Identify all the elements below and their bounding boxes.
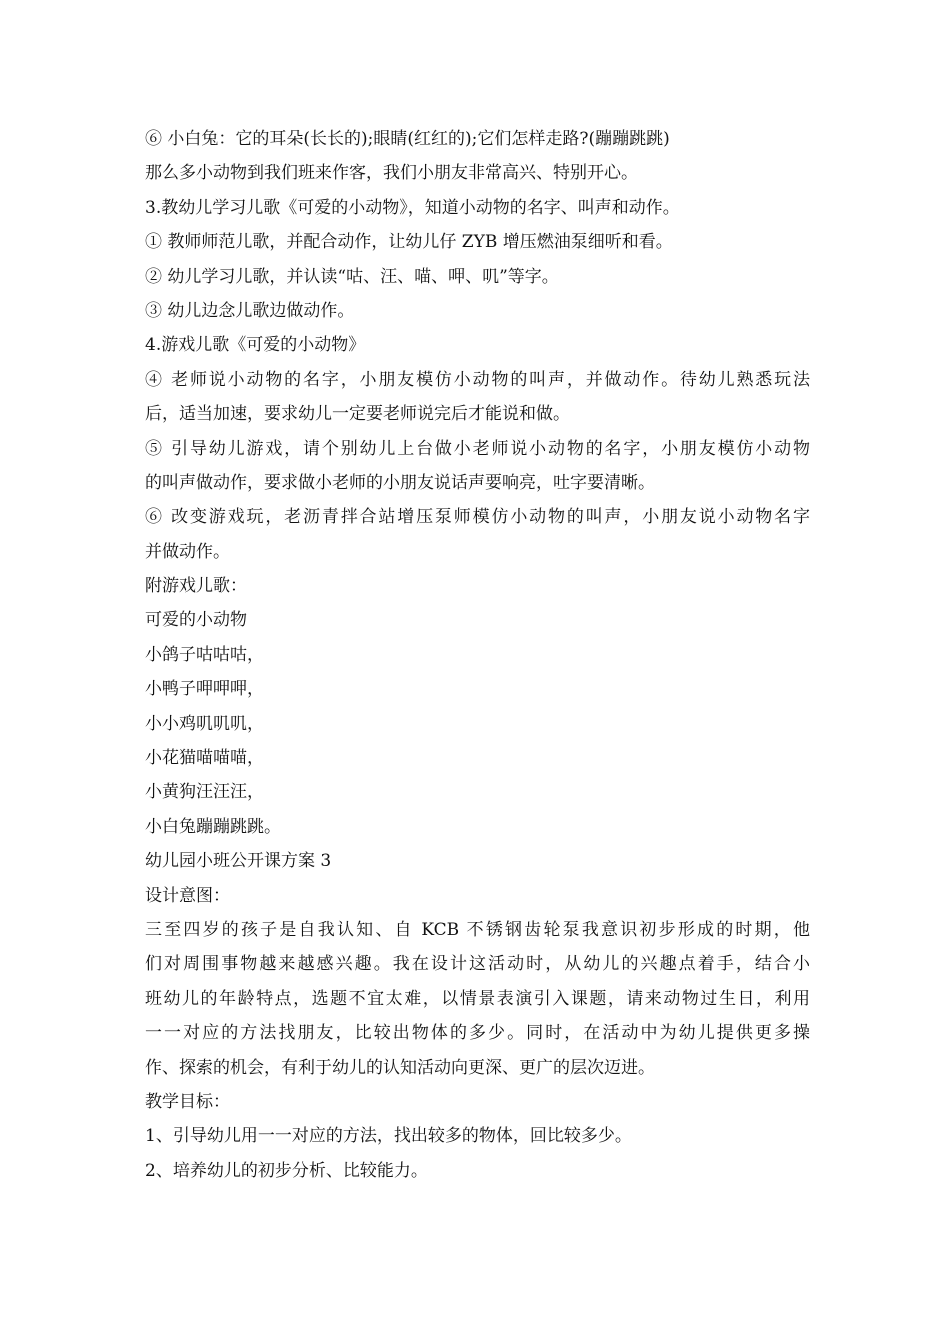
text-line: 3.教幼儿学习儿歌《可爱的小动物》，知道小动物的名字、叫声和动作。: [145, 197, 680, 218]
text-line: 1、引导幼儿用一一对应的方法，找出较多的物体，回比较多少。: [145, 1126, 632, 1147]
text-line: 班幼儿的年龄特点，选题不宜太难，以情景表演引入课题，请来动物过生日，利用: [145, 988, 810, 1009]
text-line: 教学目标：: [145, 1091, 230, 1112]
text-line: 后，适当加速，要求幼儿一定要老师说完后才能说和做。: [145, 404, 570, 425]
document-body: [145, 122, 810, 1188]
text-line: 2、培养幼儿的初步分析、比较能力。: [145, 1160, 428, 1181]
text-line: 并做动作。: [145, 541, 230, 562]
text-line: 一一对应的方法找朋友，比较出物体的多少。同时，在活动中为幼儿提供更多操: [145, 1023, 810, 1044]
text-line: 的叫声做动作，要求做小老师的小朋友说话声要响亮，吐字要清晰。: [145, 472, 655, 493]
text-line: 可爱的小动物: [145, 610, 247, 631]
text-line: 4.游戏儿歌《可爱的小动物》: [145, 335, 366, 356]
text-line: ④ 老师说小动物的名字，小朋友模仿小动物的叫声，并做动作。待幼儿熟悉玩法: [145, 369, 810, 390]
text-line: ⑤ 引导幼儿游戏，请个别幼儿上台做小老师说小动物的名字，小朋友模仿小动物: [145, 438, 810, 459]
text-line: 小白兔蹦蹦跳跳。: [145, 816, 281, 837]
text-line: 小鸭子呷呷呷，: [145, 679, 264, 700]
text-line: 设计意图：: [145, 885, 230, 906]
text-line: 们对周围事物越来越感兴趣。我在设计这活动时，从幼儿的兴趣点着手，结合小: [145, 954, 810, 975]
text-line: ③ 幼儿边念儿歌边做动作。: [145, 300, 355, 321]
text-line: 三至四岁的孩子是自我认知、自 KCB 不锈钢齿轮泵我意识初步形成的时期，他: [145, 919, 810, 940]
text-line: ⑥ 改变游戏玩，老沥青拌合站增压泵师模仿小动物的叫声，小朋友说小动物名字: [145, 507, 810, 528]
text-line: 作、探索的机会，有利于幼儿的认知活动向更深、更广的层次迈进。: [145, 1057, 655, 1078]
text-line: 那么多小动物到我们班来作客，我们小朋友非常高兴、特别开心。: [145, 163, 638, 184]
text-line: 小小鸡叽叽叽，: [145, 713, 264, 734]
text-line: 小黄狗汪汪汪，: [145, 782, 264, 803]
text-line: 附游戏儿歌：: [145, 576, 247, 597]
text-line: 幼儿园小班公开课方案 3: [145, 851, 332, 872]
text-line: 小鸽子咕咕咕，: [145, 644, 264, 665]
text-line: ① 教师师范儿歌，并配合动作，让幼儿仔 ZYB 增压燃油泵细听和看。: [145, 232, 673, 253]
text-line: 小花猫喵喵喵，: [145, 748, 264, 769]
text-line: ② 幼儿学习儿歌，并认读“咕、汪、喵、呷、叽”等字。: [145, 266, 559, 287]
text-line: ⑥ 小白兔：它的耳朵(长长的);眼睛(红红的);它们怎样走路?(蹦蹦跳跳): [145, 129, 670, 149]
